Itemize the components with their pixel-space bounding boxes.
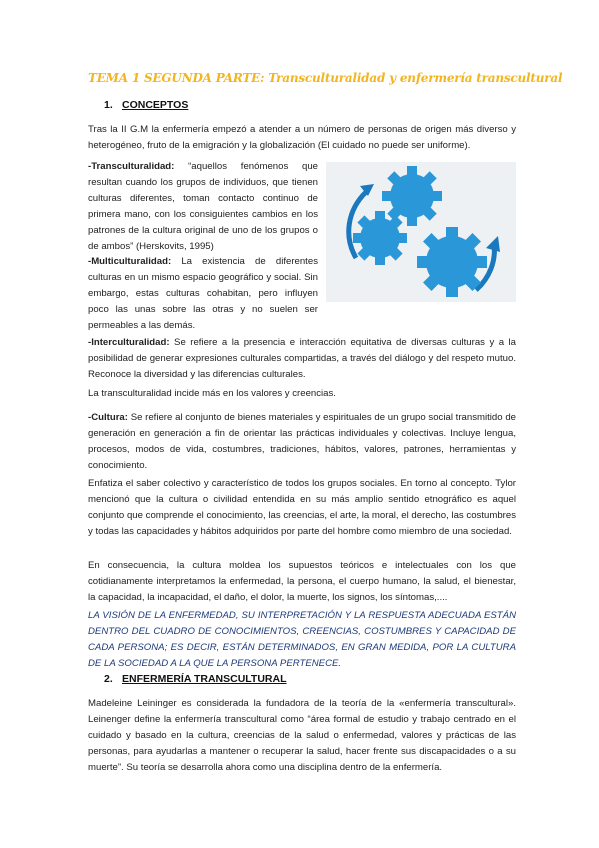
transculturalidad-note: La transculturalidad incide más en los valores y creencias.	[88, 388, 336, 399]
vision-paragraph: LA VISIÓN DE LA ENFERMEDAD, SU INTERPRETACIÓN Y LA RESPUESTA ADECUADA ESTÁN DENTRO DEL CUADRO DE CONOCIMIENTOS, CREENCIAS, COSTUMBRES Y CAPACIDAD DE CADA PERSONA; ES DECIR, ESTÁN DETERMINADOS, EN GRAN MEDIDA, POR LA CULTURA DE LA SOCIEDAD A LA QUE LA PERSONA PERTENECE.	[88, 610, 516, 669]
gear-icon	[417, 227, 487, 297]
definition-text: La existencia de diferentes culturas en un mismo espacio geográfico y social. Sin embargo, estas culturas cohabitan, pero influyen poco las unas sobre las otras y no suelen ser permeables a las demás.	[88, 256, 318, 331]
section-heading-conceptos	[104, 99, 188, 111]
enfatiza-paragraph: Enfatiza el saber colectivo y característico de todos los grupos sociales. En torno al concepto. Tylor mencionó que la cultura o civilidad entendida en su más amplio sentido etnográfico es aquel conjunto que comprende el conocimiento, las creencias, el arte, la moral, el derecho, las costumbres y todas las capacidades y hábitos adquiridos por parte del hombre como miembro de una sociedad.	[88, 478, 516, 537]
leininger-paragraph: Madeleine Leininger es considerada la fundadora de la teoría de la «enfermería transcultural». Leinenger define la enfermería transcultural como “área formal de estudio y trabajo centrado en el cuidado y basado en la cultura, creencias de la salud o enfermedad, valores y prácticas de las personas, para ayudarlas a mantener o recuperar la salud, hacer frente sus discapacidades o a su muerte”. Su teoría se desarrolla ahora como una disciplina dentro de la enfermería.	[88, 698, 516, 773]
section-number: 2.	[104, 673, 113, 685]
gears-image	[326, 162, 516, 302]
term-label: -Multiculturalidad:	[88, 256, 172, 267]
section-heading-enfermeria-transcultural	[104, 673, 287, 685]
multiculturalidad-paragraph	[88, 254, 318, 334]
section-title: ENFERMERÍA TRANSCULTURAL	[122, 673, 287, 685]
transculturalidad-paragraph	[88, 159, 318, 255]
consecuencia-paragraph: En consecuencia, la cultura moldea los supuestos teóricos e intelectuales con los que cotidianamente interpretamos la enfermedad, la persona, el cuerpo humano, la salud, el bienestar, la capacidad, la incapacidad, el daño, el dolor, la muerte, los signos, los síntomas,....	[88, 560, 516, 603]
section-number: 1.	[104, 99, 113, 111]
term-label: -Cultura:	[88, 412, 128, 423]
gear-icon	[382, 166, 442, 226]
definition-text: “aquellos fenómenos que resultan cuando los grupos de individuos, que tienen culturas diferentes, toman contacto continuo de primera mano, con los consiguientes cambios en los patrones de la cultura original de uno de los grupos o de ambos” (Herskovits, 1995)	[88, 161, 318, 252]
definition-text: Se refiere al conjunto de bienes materiales y espirituales de un grupo social transmitido de generación en generación a fin de orientar las prácticas individuales y colectivas. Incluye lengua, procesos, modos de vida, costumbres, tradiciones, hábitos, valores, patrones, herramientas y conocimiento.	[88, 412, 516, 471]
term-label: -Transculturalidad:	[88, 161, 175, 172]
definition-text: Se refiere a la presencia e interacción equitativa de diversas culturas y a la posibilidad de generar expresiones culturales compartidas, a través del diálogo y del respeto mutuo. Reconoce la diversidad y las diferencias culturales.	[88, 337, 516, 380]
document-title: TEMA 1 SEGUNDA PARTE: Transculturalidad y enfermería transcultural	[88, 71, 563, 85]
gear-icon	[353, 211, 407, 265]
intro-paragraph: Tras la II G.M la enfermería empezó a atender a un número de personas de origen más diverso y heterogéneo, fruto de la emigración y la globalización (El cuidado no puede ser uniforme).	[88, 124, 516, 151]
interculturalidad-paragraph	[88, 335, 516, 383]
gears-illustration	[326, 162, 516, 302]
term-label: -Interculturalidad:	[88, 337, 170, 348]
section-title: CONCEPTOS	[122, 99, 189, 111]
cultura-paragraph	[88, 410, 516, 474]
